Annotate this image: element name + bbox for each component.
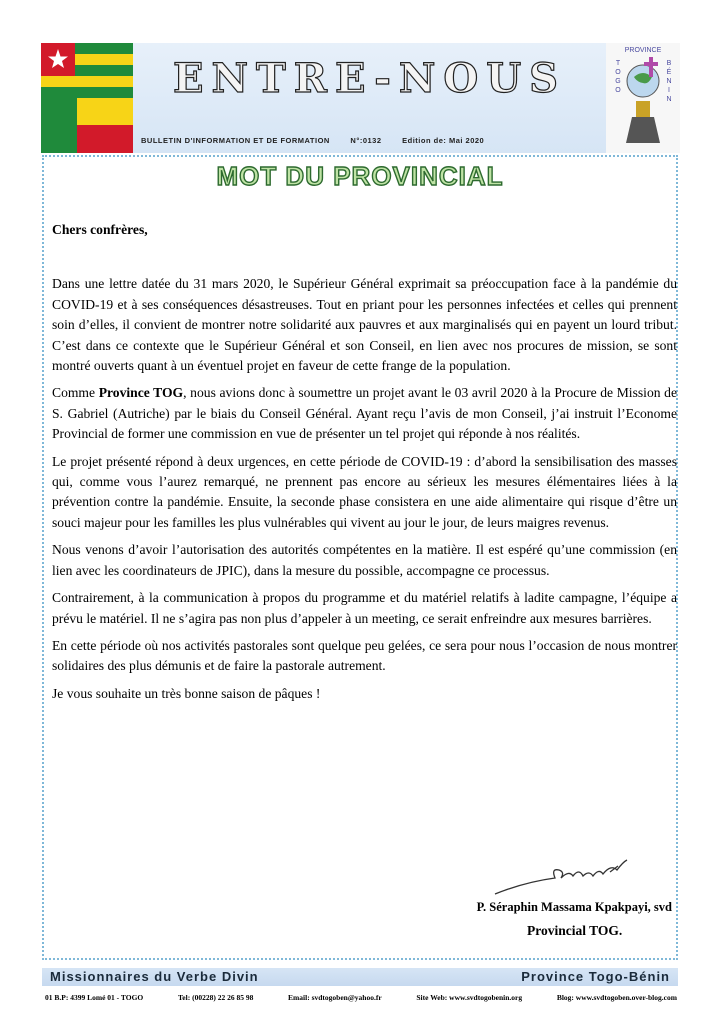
- newsletter-subline: [141, 136, 502, 145]
- logo-right-letter: B: [666, 60, 672, 67]
- logo-left-letter: O: [615, 69, 621, 76]
- province-name: Province TOG: [98, 385, 184, 401]
- footer-contact: [45, 993, 677, 1002]
- footer-bar: [42, 968, 678, 986]
- footer-left: Missionnaires du Verbe Divin: [50, 969, 259, 984]
- article-heading: MOT DU PROVINCIAL: [216, 161, 504, 191]
- paragraph-7: Je vous souhaite un très bonne saison de pâques !: [52, 685, 321, 701]
- footer-phone: Tel: (00228) 22 26 85 98: [177, 993, 254, 1002]
- logo-right-letter: I: [668, 87, 670, 94]
- greeting: Chers confrères,: [52, 222, 148, 237]
- logo-top-text: PROVINCE: [624, 47, 662, 54]
- footer-website[interactable]: Site Web: www.svdtogobenin.org: [416, 993, 523, 1002]
- footer-address: 01 B.P: 4399 Lomé 01 - TOGO: [45, 993, 144, 1002]
- paragraph-2: [52, 383, 677, 444]
- title-banner: [133, 43, 606, 153]
- logo-right-letter: N: [666, 78, 672, 85]
- logo-left-letter: O: [615, 87, 621, 94]
- logo-right-letter: É: [666, 69, 672, 76]
- footer-right: Province Togo-Bénin: [521, 969, 670, 984]
- paragraph-1: Dans une lettre datée du 31 mars 2020, le Supérieur Général exprimait sa préoccupation face à la pandémie du COVID-19 et à ses conséquences désastreuses. Tout en priant pour les personnes infectées et celles qui prennent soin d’elles, il convient de montrer notre solidarité aux pauvres et aux marginalisés qui en payent un lourd tribut. C’est dans ce contexte que le Supérieur Général et son Conseil, en lien avec nos procures de mission, se sont montré ouverts quant à un éventuel projet en faveur de cette frange de la population.: [52, 276, 677, 374]
- signature-title: Provincial TOG.: [527, 923, 623, 938]
- paragraph-6: En cette période où nos activités pastorales sont quelque peu gelées, ce sera pour nous l’occasion de nous montrer solidaires des plus démunis et de faire la pastorale autrement.: [52, 637, 677, 674]
- newsletter-title: ENTRE-NOUS: [172, 55, 567, 102]
- globe-logo-icon: [606, 43, 680, 153]
- footer-email[interactable]: Email: svdtogoben@yahoo.fr: [288, 993, 382, 1002]
- issue-number: N°:0132: [350, 136, 382, 145]
- logo-left-letter: T: [615, 60, 621, 67]
- paragraph-2-text: Comme Province TOG, nous avions donc à soumettre un projet avant le 03 avril 2020 à la Procure de Mission de S. Gabriel (Autriche) par le biais du Conseil Général. Ayant reçu l’avis de mon Conseil, j’ai instruit l’Econome Provincial de former une commission en vue de présenter un tel projet qui réponde à nos réalités.: [52, 385, 677, 442]
- logo-left-letter: G: [615, 78, 621, 85]
- paragraph-5: Contrairement, à la communication à propos du programme et du matériel relatifs à ladite campagne, l’équipe a prévu le matériel. Il ne s’agira pas non plus d’appeler à un meeting, ce serait enfreindre aux mesures barrières.: [52, 590, 677, 626]
- signature-name: P. Séraphin Massama Kpakpayi, svd: [476, 900, 672, 914]
- flag-icon: [41, 43, 133, 153]
- edition-date: Edition de: Mai 2020: [402, 136, 485, 145]
- newsletter-header: [41, 43, 606, 153]
- handwritten-signature-icon: [490, 854, 650, 899]
- article-body: [52, 220, 677, 711]
- footer-blog[interactable]: Blog: www.svdtogoben.over-blog.com: [556, 993, 677, 1002]
- paragraph-4: Nous venons d’avoir l’autorisation des autorités compétentes en la matière. Il est espéré qu’une commission (en lien avec les coordinateurs de JPIC), dans la mesure du possible, accompagne ce processus.: [52, 542, 677, 578]
- province-logo: [606, 43, 680, 153]
- article-frame: [42, 155, 678, 960]
- paragraph-3: Le projet présenté répond à deux urgences, en cette période de COVID-19 : d’abord la sensibilisation des masses qui, comme vous l’aurez remarqué, ne prennent pas encore au sérieux les mesures élémentaires liées à la prévention contre la pandémie. Ensuite, la seconde phase consistera en une aide alimentaire qui risque d’être un souci majeur pour les familles les plus vulnérables qui vivent au jour le jour, de leurs maigres revenus.: [52, 453, 677, 530]
- logo-right-letter: N: [666, 96, 672, 103]
- newsletter-subtitle: BULLETIN D'INFORMATION ET DE FORMATION: [141, 136, 330, 145]
